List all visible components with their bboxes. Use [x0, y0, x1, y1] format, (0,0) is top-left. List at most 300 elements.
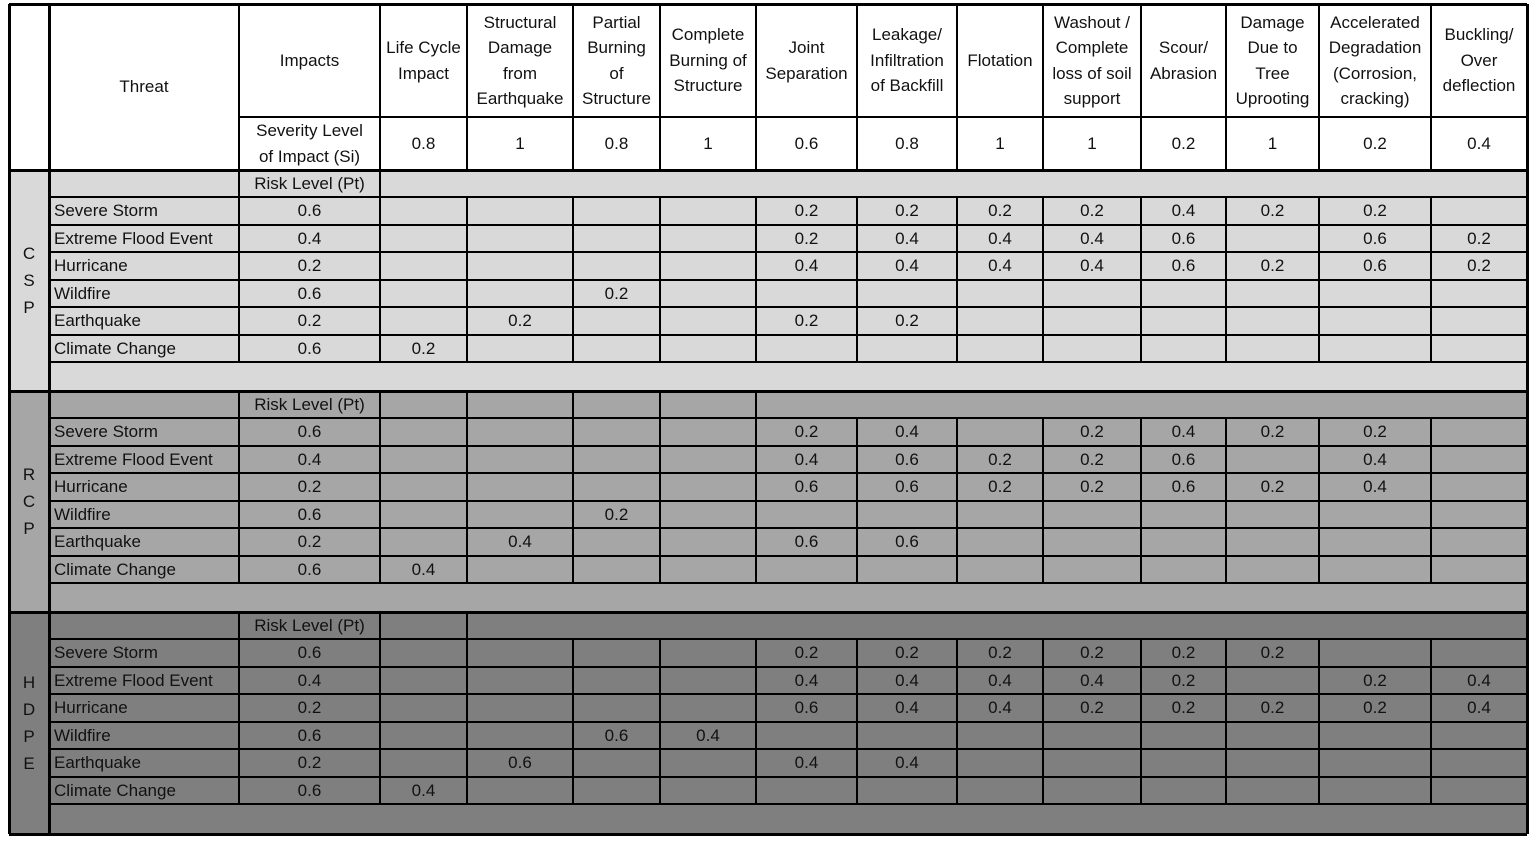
grid-line: [49, 306, 1527, 308]
impact-score: [380, 252, 467, 280]
grid-line: [755, 4, 757, 170]
impact-score: [1141, 528, 1226, 556]
impact-score: 0.4: [756, 252, 857, 280]
section-spacer: [49, 362, 1527, 391]
impact-score: 0.2: [1319, 667, 1431, 695]
impact-score: [1226, 501, 1319, 529]
grid-line: [9, 833, 1527, 836]
impact-score: 0.4: [957, 252, 1043, 280]
grid-line: [659, 639, 661, 804]
grid-line: [956, 639, 958, 804]
grid-line: [1430, 639, 1432, 804]
impact-score: 0.4: [1431, 667, 1527, 695]
threat-name: Hurricane: [49, 252, 239, 280]
impact-column-header: Flotation: [957, 4, 1043, 117]
grid-line: [1042, 418, 1044, 583]
impact-score: [573, 667, 660, 695]
threat-name: Wildfire: [49, 280, 239, 308]
severity-value: 0.2: [1319, 117, 1431, 170]
impact-score: 0.2: [1043, 694, 1141, 722]
grid-line: [49, 803, 1527, 805]
impact-score: [573, 252, 660, 280]
impact-column-header: Damage Due to Tree Uprooting: [1226, 4, 1319, 117]
grid-line: [466, 197, 468, 362]
impact-score: [756, 777, 857, 805]
impact-score: 0.2: [756, 418, 857, 446]
impact-score: [573, 473, 660, 501]
impact-score: [467, 694, 573, 722]
risk-level-value: 0.6: [239, 501, 380, 529]
severity-value: 1: [660, 117, 756, 170]
grid-line: [49, 500, 1527, 502]
risk-level-band: [380, 170, 1527, 197]
severity-value: 0.6: [756, 117, 857, 170]
impact-score: [660, 639, 756, 667]
impact-score: [380, 667, 467, 695]
grid-line: [49, 224, 1527, 226]
impact-score: 0.2: [756, 639, 857, 667]
material-label: H D P E: [9, 612, 49, 834]
impact-score: [857, 556, 957, 584]
impact-score: 0.6: [573, 722, 660, 750]
impact-score: [1043, 528, 1141, 556]
impact-score: [380, 197, 467, 225]
grid-line: [755, 639, 757, 804]
impact-score: 0.2: [957, 639, 1043, 667]
impact-score: 0.2: [1319, 418, 1431, 446]
impact-score: 0.4: [957, 225, 1043, 253]
impact-score: [573, 556, 660, 584]
material-label: C S P: [9, 170, 49, 391]
impact-score: [857, 777, 957, 805]
grid-line: [238, 170, 240, 362]
grid-line: [1430, 418, 1432, 583]
grid-line: [956, 418, 958, 583]
threat-name: Wildfire: [49, 501, 239, 529]
impact-score: [380, 446, 467, 474]
impact-score: 0.2: [1226, 252, 1319, 280]
impact-score: 0.2: [380, 335, 467, 363]
grid-line: [956, 4, 958, 170]
impact-score: [1319, 528, 1431, 556]
grid-line: [1430, 197, 1432, 362]
impact-score: [857, 722, 957, 750]
impact-score: [467, 722, 573, 750]
impact-score: [1431, 556, 1527, 584]
impact-score: [467, 639, 573, 667]
risk-level-blank: [467, 391, 573, 418]
impact-score: [1043, 501, 1141, 529]
risk-level-value: 0.6: [239, 777, 380, 805]
risk-level-value: 0.6: [239, 556, 380, 584]
impact-score: 0.2: [1226, 639, 1319, 667]
severity-label: Severity Level of Impact (Si): [239, 117, 380, 170]
impact-score: [756, 280, 857, 308]
impact-score: 0.4: [1141, 418, 1226, 446]
impact-score: [1319, 749, 1431, 777]
impact-score: 0.2: [573, 280, 660, 308]
grid-line: [466, 4, 468, 170]
impact-score: [1141, 556, 1226, 584]
impact-score: [467, 556, 573, 584]
impact-score: 0.2: [1141, 667, 1226, 695]
risk-level-blank: [49, 612, 239, 639]
grid-line: [49, 582, 1527, 584]
impact-score: 0.6: [756, 694, 857, 722]
impact-score: 0.4: [857, 667, 957, 695]
impact-score: [1141, 501, 1226, 529]
impact-score: [660, 501, 756, 529]
impact-column-header: Life Cycle Impact: [380, 4, 467, 117]
grid-line: [48, 4, 51, 834]
threat-name: Extreme Flood Event: [49, 667, 239, 695]
impact-column-header: Accelerated Degradation (Corrosion, cracking): [1319, 4, 1431, 117]
impact-score: 0.4: [857, 225, 957, 253]
impact-score: 0.4: [756, 749, 857, 777]
impact-score: 0.2: [1226, 197, 1319, 225]
grid-line: [49, 279, 1527, 281]
impact-score: 0.2: [1319, 197, 1431, 225]
impact-score: 0.6: [1141, 446, 1226, 474]
material-label: R C P: [9, 391, 49, 612]
grid-line: [466, 391, 468, 583]
threat-name: Hurricane: [49, 473, 239, 501]
impact-score: [1319, 280, 1431, 308]
grid-line: [659, 391, 661, 583]
grid-line: [1140, 197, 1142, 362]
impact-column-header: Buckling/ Over deflection: [1431, 4, 1527, 117]
impact-score: [857, 501, 957, 529]
impact-score: [857, 335, 957, 363]
impact-score: [857, 280, 957, 308]
impact-score: [1431, 749, 1527, 777]
threat-name: Earthquake: [49, 749, 239, 777]
risk-level-value: 0.2: [239, 307, 380, 335]
risk-level-label: Risk Level (Pt): [239, 612, 380, 639]
impact-score: 0.2: [756, 197, 857, 225]
grid-line: [1140, 418, 1142, 583]
impact-score: 0.6: [857, 528, 957, 556]
impact-score: [660, 667, 756, 695]
grid-line: [1318, 197, 1320, 362]
impact-column-header: Leakage/ Infiltration of Backfill: [857, 4, 957, 117]
impact-score: 0.6: [467, 749, 573, 777]
impact-score: 0.4: [857, 694, 957, 722]
impact-score: [1226, 528, 1319, 556]
impact-score: [1043, 749, 1141, 777]
grid-line: [659, 4, 661, 170]
grid-line: [49, 251, 1527, 253]
impact-score: 0.6: [756, 528, 857, 556]
impact-score: [1319, 307, 1431, 335]
grid-line: [238, 4, 240, 170]
impact-score: 0.4: [467, 528, 573, 556]
impact-score: [660, 197, 756, 225]
impact-score: [1226, 446, 1319, 474]
impact-score: [660, 446, 756, 474]
impact-score: 0.4: [380, 556, 467, 584]
grid-line: [49, 748, 1527, 750]
impact-score: [1431, 307, 1527, 335]
impact-score: 0.4: [1141, 197, 1226, 225]
impact-score: [756, 722, 857, 750]
impact-score: 0.2: [1431, 252, 1527, 280]
threat-name: Extreme Flood Event: [49, 225, 239, 253]
impact-score: 0.2: [1043, 418, 1141, 446]
impact-score: 0.2: [1431, 225, 1527, 253]
impact-score: [1226, 335, 1319, 363]
impact-score: [573, 694, 660, 722]
impact-score: 0.6: [756, 473, 857, 501]
impact-score: [467, 446, 573, 474]
impact-score: [1431, 501, 1527, 529]
grid-line: [49, 472, 1527, 474]
grid-line: [238, 391, 240, 583]
impact-score: [1431, 446, 1527, 474]
impact-score: 0.4: [1319, 446, 1431, 474]
risk-level-label: Risk Level (Pt): [239, 391, 380, 418]
grid-line: [1225, 639, 1227, 804]
impact-score: [573, 749, 660, 777]
impact-score: [467, 197, 573, 225]
impact-score: 0.2: [756, 225, 857, 253]
severity-value: 1: [467, 117, 573, 170]
grid-line: [49, 555, 1527, 557]
threat-header: Threat: [49, 4, 239, 170]
impact-score: 0.4: [1431, 694, 1527, 722]
risk-level-value: 0.2: [239, 252, 380, 280]
header-corner: [9, 4, 49, 170]
impact-score: [1431, 777, 1527, 805]
impact-score: [1431, 473, 1527, 501]
grid-line: [1042, 639, 1044, 804]
grid-line: [49, 445, 1527, 447]
impact-score: 0.6: [1141, 252, 1226, 280]
risk-level-blank: [660, 391, 756, 418]
risk-level-blank: [49, 391, 239, 418]
impact-score: [1226, 556, 1319, 584]
grid-line: [856, 418, 858, 583]
threat-name: Severe Storm: [49, 197, 239, 225]
impact-score: 0.4: [857, 418, 957, 446]
impact-score: [380, 473, 467, 501]
impact-score: [660, 225, 756, 253]
severity-value: 0.2: [1141, 117, 1226, 170]
impact-score: 0.2: [857, 639, 957, 667]
impact-score: [380, 528, 467, 556]
impact-score: 0.2: [1043, 473, 1141, 501]
impact-score: 0.2: [1226, 694, 1319, 722]
impact-score: 0.4: [957, 667, 1043, 695]
impact-score: [1319, 777, 1431, 805]
impact-column-header: Complete Burning of Structure: [660, 4, 756, 117]
impact-score: [1141, 777, 1226, 805]
impact-score: [1431, 335, 1527, 363]
threat-name: Earthquake: [49, 307, 239, 335]
impact-score: [1141, 335, 1226, 363]
impact-score: [957, 722, 1043, 750]
grid-line: [49, 721, 1527, 723]
impact-score: [380, 501, 467, 529]
grid-line: [239, 116, 1527, 118]
impact-score: 0.4: [957, 694, 1043, 722]
grid-line: [466, 612, 468, 804]
impact-score: 0.6: [857, 446, 957, 474]
threat-name: Wildfire: [49, 722, 239, 750]
grid-line: [49, 417, 1527, 419]
grid-line: [9, 3, 1527, 6]
impact-score: [756, 335, 857, 363]
impact-score: [660, 694, 756, 722]
grid-line: [49, 666, 1527, 668]
impact-score: [1141, 722, 1226, 750]
grid-line: [572, 639, 574, 804]
risk-level-value: 0.4: [239, 446, 380, 474]
impact-score: [660, 749, 756, 777]
impact-score: [1141, 749, 1226, 777]
risk-level-blank: [380, 612, 467, 639]
impact-score: 0.6: [1141, 225, 1226, 253]
grid-line: [8, 4, 11, 834]
impact-score: 0.4: [380, 777, 467, 805]
risk-level-value: 0.6: [239, 639, 380, 667]
impact-score: 0.2: [756, 307, 857, 335]
grid-line: [1430, 4, 1432, 170]
impact-score: 0.2: [1226, 418, 1319, 446]
impact-score: [1319, 556, 1431, 584]
grid-line: [379, 4, 381, 170]
impact-score: 0.4: [857, 252, 957, 280]
impact-score: 0.2: [1043, 197, 1141, 225]
impact-score: [380, 307, 467, 335]
risk-level-value: 0.4: [239, 225, 380, 253]
grid-line: [1042, 197, 1044, 362]
impact-score: [1226, 307, 1319, 335]
grid-line: [572, 4, 574, 170]
impact-score: [1431, 280, 1527, 308]
impact-score: 0.6: [1319, 225, 1431, 253]
section-spacer: [49, 804, 1527, 834]
impact-score: [1043, 307, 1141, 335]
threat-name: Extreme Flood Event: [49, 446, 239, 474]
threat-name: Climate Change: [49, 335, 239, 363]
impact-score: [1226, 280, 1319, 308]
grid-line: [49, 776, 1527, 778]
risk-level-value: 0.2: [239, 473, 380, 501]
risk-level-value: 0.6: [239, 335, 380, 363]
risk-level-label: Risk Level (Pt): [239, 170, 380, 197]
impact-column-header: Partial Burning of Structure: [573, 4, 660, 117]
impact-score: [957, 280, 1043, 308]
impact-score: [573, 528, 660, 556]
grid-line: [9, 169, 1527, 172]
impact-score: 0.6: [1141, 473, 1226, 501]
grid-line: [49, 693, 1527, 695]
impact-score: [573, 335, 660, 363]
impact-score: 0.4: [1043, 252, 1141, 280]
impact-score: [1431, 418, 1527, 446]
impact-score: [1226, 777, 1319, 805]
impact-score: 0.2: [1141, 694, 1226, 722]
grid-line: [379, 391, 381, 583]
impact-score: [957, 501, 1043, 529]
grid-line: [1042, 4, 1044, 170]
risk-level-value: 0.2: [239, 694, 380, 722]
impact-score: [467, 667, 573, 695]
grid-line: [755, 197, 757, 362]
impact-score: [660, 418, 756, 446]
impact-score: 0.2: [857, 307, 957, 335]
grid-line: [1318, 4, 1320, 170]
impact-score: [573, 225, 660, 253]
grid-line: [49, 638, 1527, 640]
impact-score: [573, 197, 660, 225]
risk-level-value: 0.6: [239, 280, 380, 308]
risk-level-band: [467, 612, 1527, 639]
impact-score: [660, 777, 756, 805]
impact-score: [380, 749, 467, 777]
impact-score: [1319, 722, 1431, 750]
grid-line: [856, 197, 858, 362]
impact-score: 0.4: [660, 722, 756, 750]
impact-score: [660, 307, 756, 335]
impact-score: [1431, 639, 1527, 667]
grid-line: [956, 197, 958, 362]
threat-name: Hurricane: [49, 694, 239, 722]
impact-score: 0.2: [1319, 694, 1431, 722]
impact-score: [660, 556, 756, 584]
grid-line: [856, 4, 858, 170]
grid-line: [1225, 418, 1227, 583]
impact-score: [1141, 307, 1226, 335]
grid-line: [1526, 4, 1529, 834]
severity-value: 1: [957, 117, 1043, 170]
impact-score: [756, 501, 857, 529]
grid-line: [49, 527, 1527, 529]
severity-value: 0.8: [380, 117, 467, 170]
impact-score: 0.4: [857, 749, 957, 777]
impact-score: 0.4: [1319, 473, 1431, 501]
risk-level-value: 0.6: [239, 197, 380, 225]
impact-score: [380, 639, 467, 667]
impact-score: [573, 777, 660, 805]
grid-line: [49, 334, 1527, 336]
impact-score: 0.2: [857, 197, 957, 225]
impact-score: [1431, 197, 1527, 225]
impact-score: [1226, 225, 1319, 253]
grid-line: [238, 612, 240, 804]
impact-score: 0.2: [1043, 446, 1141, 474]
impact-score: 0.2: [1141, 639, 1226, 667]
impact-score: [1043, 556, 1141, 584]
severity-value: 1: [1043, 117, 1141, 170]
grid-line: [572, 391, 574, 583]
grid-line: [659, 197, 661, 362]
impact-score: [1226, 722, 1319, 750]
impact-score: [467, 225, 573, 253]
impact-score: [957, 418, 1043, 446]
impact-score: 0.4: [756, 446, 857, 474]
impact-score: 0.4: [1043, 667, 1141, 695]
impact-score: [1319, 501, 1431, 529]
impact-score: [1141, 280, 1226, 308]
grid-line: [1140, 4, 1142, 170]
impact-score: 0.6: [1319, 252, 1431, 280]
impact-score: [380, 225, 467, 253]
impact-score: [380, 694, 467, 722]
impact-score: [660, 335, 756, 363]
impact-score: [1226, 749, 1319, 777]
